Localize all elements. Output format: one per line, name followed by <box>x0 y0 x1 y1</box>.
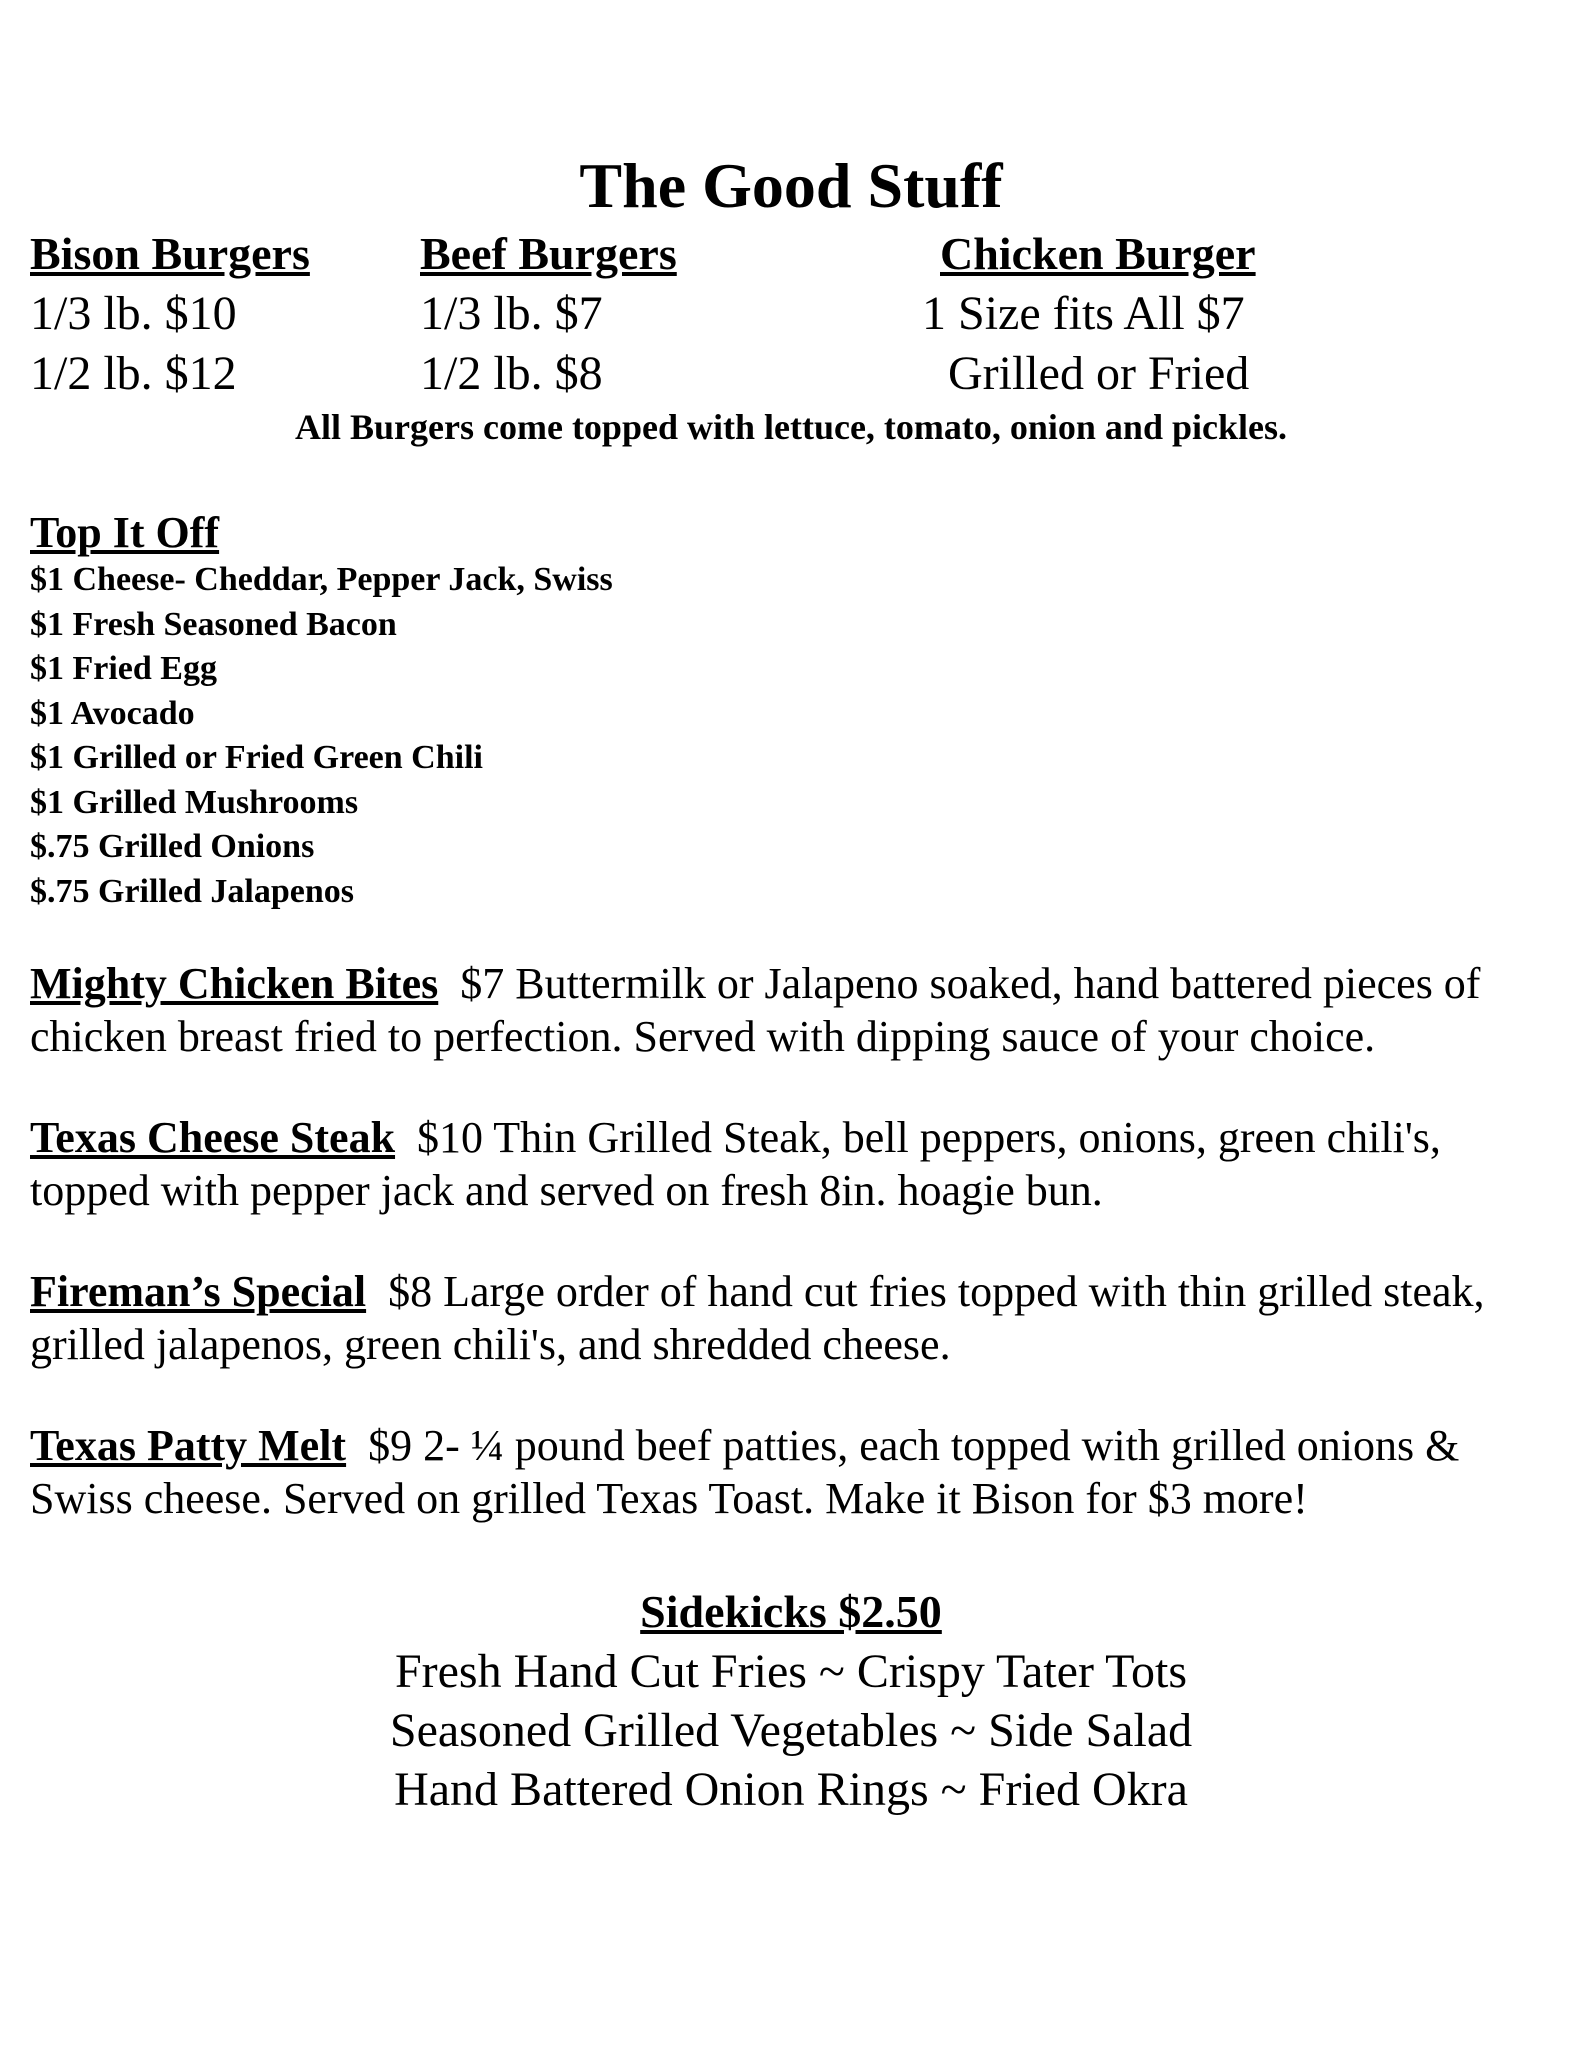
burger-toppings-note: All Burgers come topped with lettuce, tomato, onion and pickles. <box>295 407 1287 447</box>
bison-burgers-heading: Bison Burgers <box>30 228 310 279</box>
sidekicks-line: Hand Battered Onion Rings ~ Fried Okra <box>394 1763 1188 1816</box>
topping-item: $1 Fresh Seasoned Bacon <box>30 605 397 643</box>
special-name: Texas Patty Melt <box>30 1421 347 1470</box>
bison-burgers-line: 1/2 lb. $12 <box>30 347 237 400</box>
topping-item: $1 Avocado <box>30 694 195 732</box>
special-item <box>30 1265 1560 1371</box>
bison-burgers-line: 1/3 lb. $10 <box>30 287 237 340</box>
sidekicks-line: Fresh Hand Cut Fries ~ Crispy Tater Tots <box>394 1645 1188 1698</box>
special-name: Mighty Chicken Bites <box>30 959 439 1008</box>
chicken-burger-heading: Chicken Burger <box>940 228 1256 279</box>
special-name: Fireman’s Special <box>30 1267 367 1316</box>
special-description: $9 2- ¼ pound beef patties, each topped with grilled onions & Swiss cheese. Served on grilled Texas Toast. Make it Bison for $3 more! <box>30 1421 1460 1523</box>
topping-item: $1 Fried Egg <box>30 650 217 687</box>
special-item <box>30 957 1560 1063</box>
beef-burgers-line: 1/2 lb. $8 <box>420 347 603 400</box>
menu-title: The Good Stuff <box>579 150 1003 221</box>
sidekicks-line: Seasoned Grilled Vegetables ~ Side Salad <box>389 1704 1193 1757</box>
special-description: $10 Thin Grilled Steak, bell peppers, onions, green chili's, topped with pepper jack and served on fresh 8in. hoagie bun. <box>30 1113 1441 1215</box>
topping-item: $.75 Grilled Onions <box>30 828 315 865</box>
beef-burgers-line: 1/3 lb. $7 <box>420 287 603 340</box>
sidekicks-heading <box>0 1584 1582 1640</box>
topping-item: $1 Cheese- Cheddar, Pepper Jack, Swiss <box>30 561 613 598</box>
toppings-list <box>30 558 613 914</box>
special-name: Texas Cheese Steak <box>30 1113 396 1162</box>
chicken-burger-line: 1 Size fits All $7 <box>922 287 1245 340</box>
topping-item: $1 Grilled Mushrooms <box>30 783 359 821</box>
topping-item: $.75 Grilled Jalapenos <box>30 872 354 910</box>
special-description: $8 Large order of hand cut fries topped with thin grilled steak, grilled jalapenos, green chili's, and shredded cheese. <box>30 1267 1485 1369</box>
chicken-burger-line: Grilled or Fried <box>948 347 1250 400</box>
sidekicks-heading-text: Sidekicks $2.50 <box>640 1586 942 1637</box>
topping-item: $1 Grilled or Fried Green Chili <box>30 739 483 776</box>
beef-burgers-heading: Beef Burgers <box>420 228 677 279</box>
special-item <box>30 1111 1560 1217</box>
special-item <box>30 1419 1560 1525</box>
special-description: $7 Buttermilk or Jalapeno soaked, hand battered pieces of chicken breast fried to perfection. Served with dipping sauce of your choice. <box>30 959 1481 1061</box>
toppings-heading: Top It Off <box>30 508 220 557</box>
